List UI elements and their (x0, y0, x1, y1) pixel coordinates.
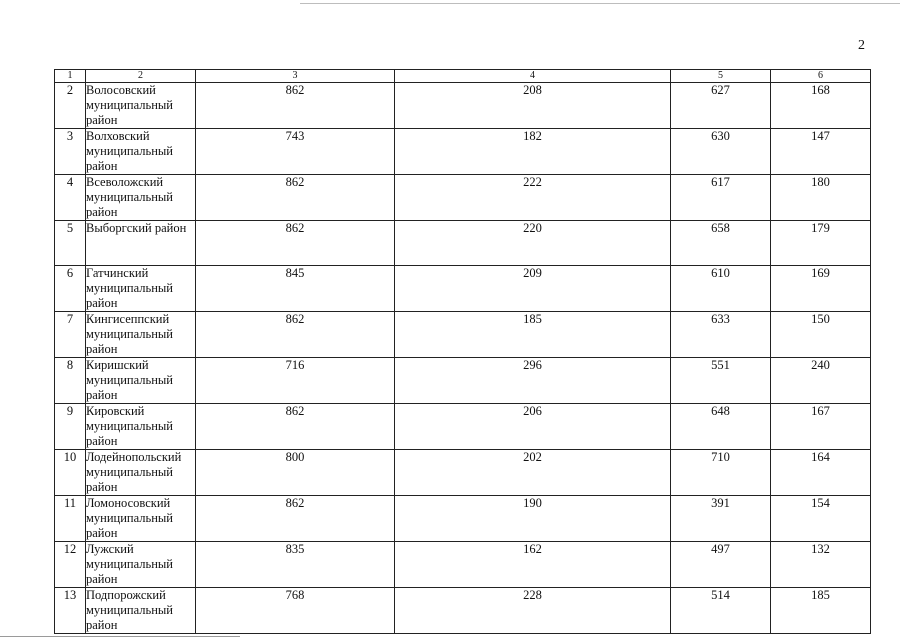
col5-value-cell: 497 (671, 542, 771, 588)
col4-value-cell: 182 (395, 129, 671, 175)
scan-artifact-bottom-line (0, 636, 240, 637)
col3-value-cell: 835 (196, 542, 395, 588)
col6-value-cell: 164 (771, 450, 871, 496)
row-number-cell: 7 (55, 312, 86, 358)
col4-value-cell: 202 (395, 450, 671, 496)
district-name-cell: Лужский муниципальный район (86, 542, 196, 588)
row-number-cell: 6 (55, 266, 86, 312)
row-number-cell: 5 (55, 221, 86, 266)
col4-value-cell: 162 (395, 542, 671, 588)
row-number-cell: 12 (55, 542, 86, 588)
district-name-cell: Подпорожский муниципальный район (86, 588, 196, 634)
district-name-cell: Гатчинский муниципальный район (86, 266, 196, 312)
table-row (55, 588, 871, 634)
col6-value-cell: 154 (771, 496, 871, 542)
col5-value-cell: 710 (671, 450, 771, 496)
col5-value-cell: 633 (671, 312, 771, 358)
row-number-cell: 3 (55, 129, 86, 175)
col6-value-cell: 167 (771, 404, 871, 450)
row-number-cell: 2 (55, 83, 86, 129)
col3-value-cell: 768 (196, 588, 395, 634)
col5-value-cell: 658 (671, 221, 771, 266)
col5-value-cell: 630 (671, 129, 771, 175)
col4-value-cell: 206 (395, 404, 671, 450)
col6-value-cell: 132 (771, 542, 871, 588)
district-name-cell: Киришский муниципальный район (86, 358, 196, 404)
header-cell-2: 2 (86, 70, 196, 83)
table-row (55, 175, 871, 221)
row-number-cell: 11 (55, 496, 86, 542)
row-number-cell: 9 (55, 404, 86, 450)
header-cell-4: 4 (395, 70, 671, 83)
col6-value-cell: 185 (771, 588, 871, 634)
row-number-cell: 4 (55, 175, 86, 221)
district-name-cell: Всеволожский муниципальный район (86, 175, 196, 221)
district-name-cell: Выборгский район (86, 221, 196, 266)
page-number: 2 (858, 38, 865, 53)
table-row (55, 404, 871, 450)
row-number-cell: 8 (55, 358, 86, 404)
header-cell-5: 5 (671, 70, 771, 83)
col6-value-cell: 150 (771, 312, 871, 358)
district-name-cell: Волосовский муниципальный район (86, 83, 196, 129)
header-cell-1: 1 (55, 70, 86, 83)
col6-value-cell: 169 (771, 266, 871, 312)
table-row (55, 266, 871, 312)
col4-value-cell: 208 (395, 83, 671, 129)
col4-value-cell: 222 (395, 175, 671, 221)
col3-value-cell: 845 (196, 266, 395, 312)
table-header-row (55, 70, 871, 83)
col4-value-cell: 185 (395, 312, 671, 358)
table-row (55, 221, 871, 266)
col6-value-cell: 179 (771, 221, 871, 266)
col4-value-cell: 296 (395, 358, 671, 404)
table-row (55, 450, 871, 496)
col6-value-cell: 147 (771, 129, 871, 175)
col4-value-cell: 190 (395, 496, 671, 542)
header-cell-3: 3 (196, 70, 395, 83)
row-number-cell: 13 (55, 588, 86, 634)
col3-value-cell: 862 (196, 312, 395, 358)
col5-value-cell: 627 (671, 83, 771, 129)
col4-value-cell: 228 (395, 588, 671, 634)
col3-value-cell: 862 (196, 221, 395, 266)
col6-value-cell: 180 (771, 175, 871, 221)
table-row (55, 312, 871, 358)
table-row (55, 358, 871, 404)
table-body (55, 70, 871, 634)
table-row (55, 83, 871, 129)
col5-value-cell: 514 (671, 588, 771, 634)
col5-value-cell: 617 (671, 175, 771, 221)
district-name-cell: Ломоносовский муниципальный район (86, 496, 196, 542)
col3-value-cell: 862 (196, 83, 395, 129)
row-number-cell: 10 (55, 450, 86, 496)
col4-value-cell: 220 (395, 221, 671, 266)
col3-value-cell: 862 (196, 175, 395, 221)
col6-value-cell: 240 (771, 358, 871, 404)
header-cell-6: 6 (771, 70, 871, 83)
table-row (55, 542, 871, 588)
col5-value-cell: 551 (671, 358, 771, 404)
district-name-cell: Лодейнопольский муниципальный район (86, 450, 196, 496)
table-row (55, 496, 871, 542)
col3-value-cell: 716 (196, 358, 395, 404)
col3-value-cell: 800 (196, 450, 395, 496)
data-table (54, 69, 871, 634)
col5-value-cell: 648 (671, 404, 771, 450)
col5-value-cell: 391 (671, 496, 771, 542)
col5-value-cell: 610 (671, 266, 771, 312)
col3-value-cell: 862 (196, 404, 395, 450)
district-name-cell: Кировский муниципальный район (86, 404, 196, 450)
col3-value-cell: 743 (196, 129, 395, 175)
district-name-cell: Кингисеппский муниципальный район (86, 312, 196, 358)
district-name-cell: Волховский муниципальный район (86, 129, 196, 175)
col6-value-cell: 168 (771, 83, 871, 129)
table-row (55, 129, 871, 175)
scan-artifact-top-line (300, 3, 900, 4)
col4-value-cell: 209 (395, 266, 671, 312)
col3-value-cell: 862 (196, 496, 395, 542)
